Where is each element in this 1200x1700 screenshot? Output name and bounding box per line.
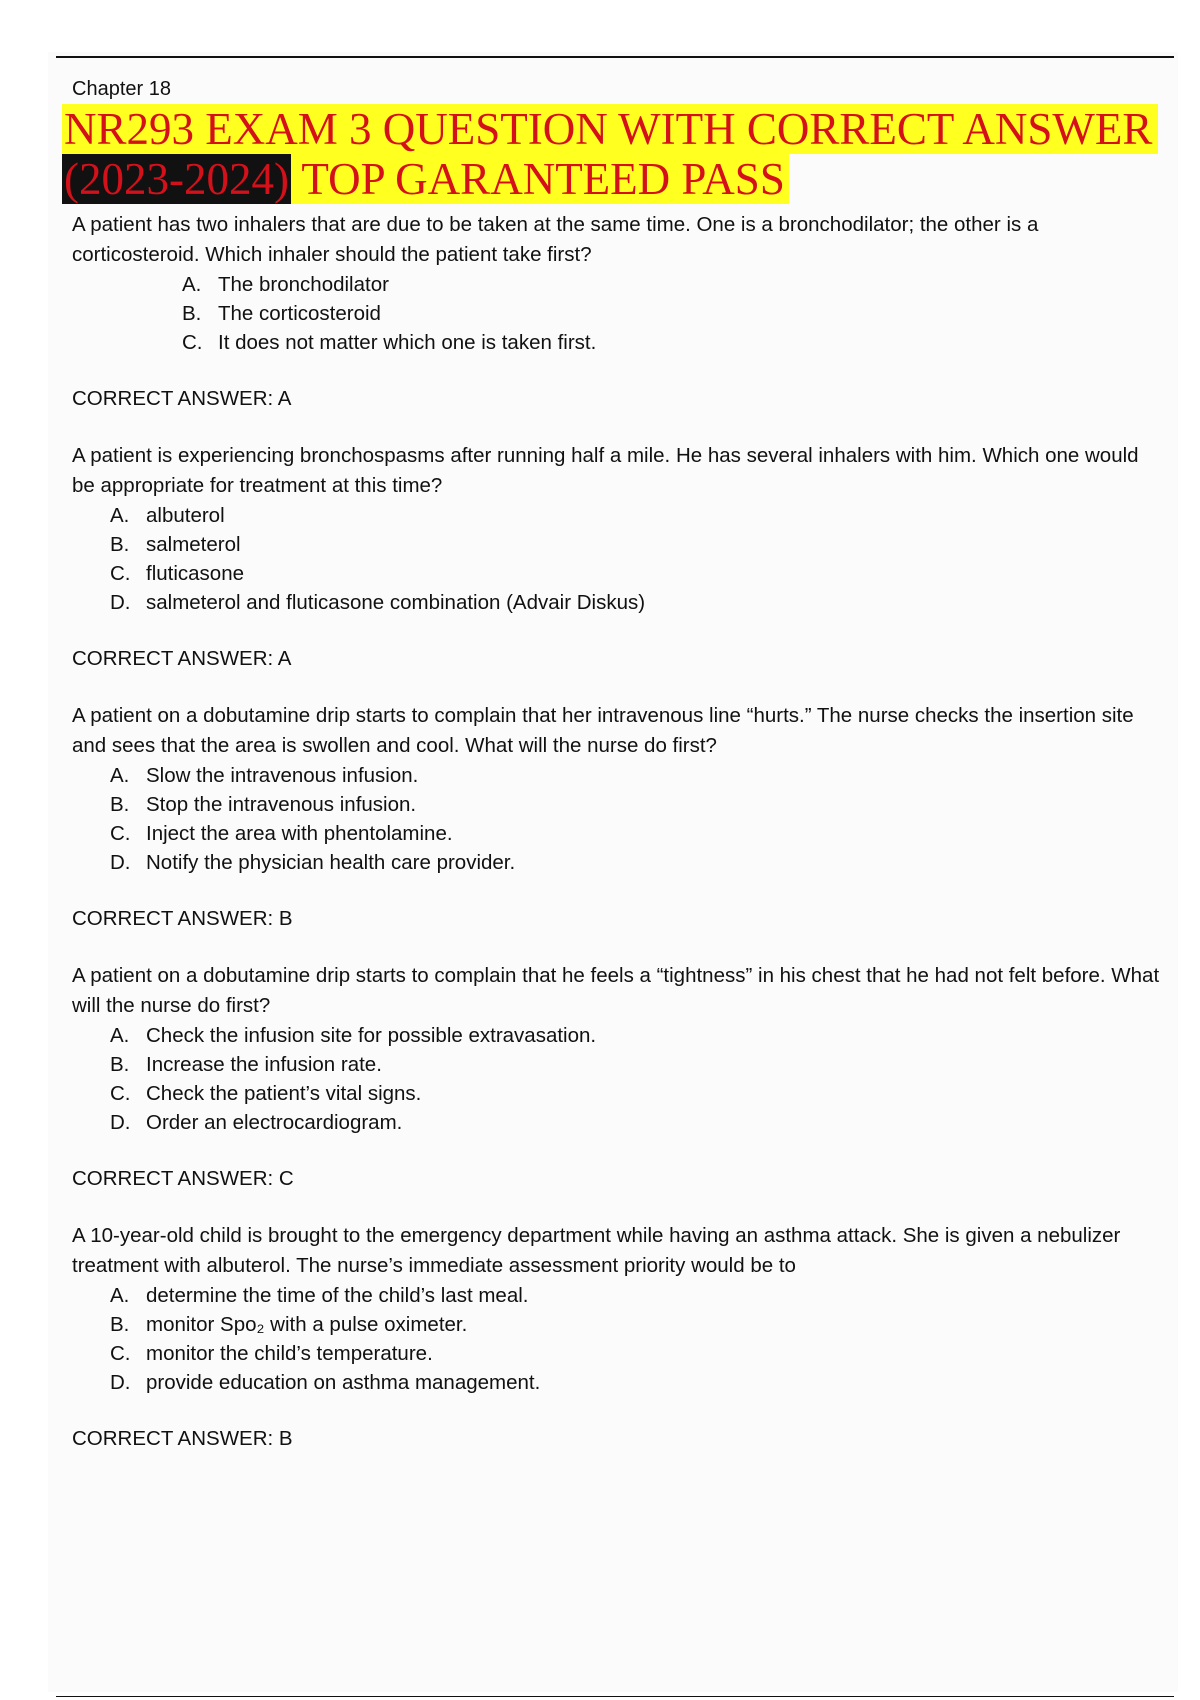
question-text: A patient on a dobutamine drip starts to complain that her intravenous line “hurts.” The nurse checks the insertion site and sees that the area is swollen and cool. What will the nurse do first? [72, 704, 1134, 757]
correct-answer: CORRECT ANSWER: A [72, 387, 292, 410]
option-item: D. provide education on asthma management. [110, 1371, 541, 1394]
option-item: B. monitor Spo₂ with a pulse oximeter. [110, 1313, 468, 1336]
option-item: C. Check the patient’s vital signs. [110, 1082, 422, 1105]
question-text: A 10-year-old child is brought to the emergency department while having an asthma attack. She is given a nebulizer treatment with albuterol. The nurse’s immediate assessment priority would be to [72, 1224, 1121, 1277]
option-item: A. The bronchodilator [182, 273, 389, 296]
correct-answer: CORRECT ANSWER: B [72, 907, 293, 930]
option-item: B. The corticosteroid [182, 302, 381, 325]
option-list [72, 270, 1162, 357]
question-block [72, 701, 1162, 934]
option-item: A. albuterol [110, 504, 225, 527]
correct-answer: CORRECT ANSWER: A [72, 647, 292, 670]
option-item: C. fluticasone [110, 562, 245, 585]
option-item: C. It does not matter which one is taken first. [182, 331, 597, 354]
question-block [72, 1221, 1162, 1454]
question-text: A patient has two inhalers that are due to be taken at the same time. One is a bronchodilator; the other is a corticosteroid. Which inhaler should the patient take first? [72, 213, 1039, 266]
chapter-label: Chapter 18 [72, 78, 171, 100]
option-item: A. Check the infusion site for possible extravasation. [110, 1024, 597, 1047]
title-tagline: TOP GARANTEED PASS [301, 154, 785, 204]
document-content [64, 76, 1162, 1481]
question-block [72, 441, 1162, 674]
option-list [72, 1281, 1162, 1397]
bottom-rule [56, 1696, 1174, 1697]
question-text: A patient on a dobutamine drip starts to complain that he feels a “tightness” in his chest that he had not felt before. What will the nurse do first? [72, 964, 1160, 1017]
option-list [72, 501, 1162, 617]
correct-answer: CORRECT ANSWER: B [72, 1427, 293, 1450]
document-title [62, 104, 1162, 204]
option-list [72, 761, 1162, 877]
option-item: D. salmeterol and fluticasone combination (Advair Diskus) [110, 591, 646, 614]
option-item: B. salmeterol [110, 533, 241, 556]
option-item: C. Inject the area with phentolamine. [110, 822, 453, 845]
top-rule [56, 56, 1174, 58]
option-item: D. Notify the physician health care provider. [110, 851, 516, 874]
option-item: C. monitor the child’s temperature. [110, 1342, 433, 1365]
title-line-1: NR293 EXAM 3 QUESTION WITH CORRECT ANSWER [62, 104, 1158, 154]
option-item: A. determine the time of the child’s last meal. [110, 1284, 529, 1307]
option-item: B. Stop the intravenous infusion. [110, 793, 417, 816]
option-item: A. Slow the intravenous infusion. [110, 764, 419, 787]
question-text: A patient is experiencing bronchospasms after running half a mile. He has several inhalers with him. Which one would be appropriate for treatment at this time? [72, 444, 1139, 497]
question-block [72, 210, 1162, 414]
title-line-2 [62, 154, 789, 204]
title-year-range: (2023-2024) [64, 154, 289, 204]
option-item: D. Order an electrocardiogram. [110, 1111, 403, 1134]
option-item: B. Increase the infusion rate. [110, 1053, 382, 1076]
correct-answer: CORRECT ANSWER: C [72, 1167, 294, 1190]
option-list [72, 1021, 1162, 1137]
question-block [72, 961, 1162, 1194]
